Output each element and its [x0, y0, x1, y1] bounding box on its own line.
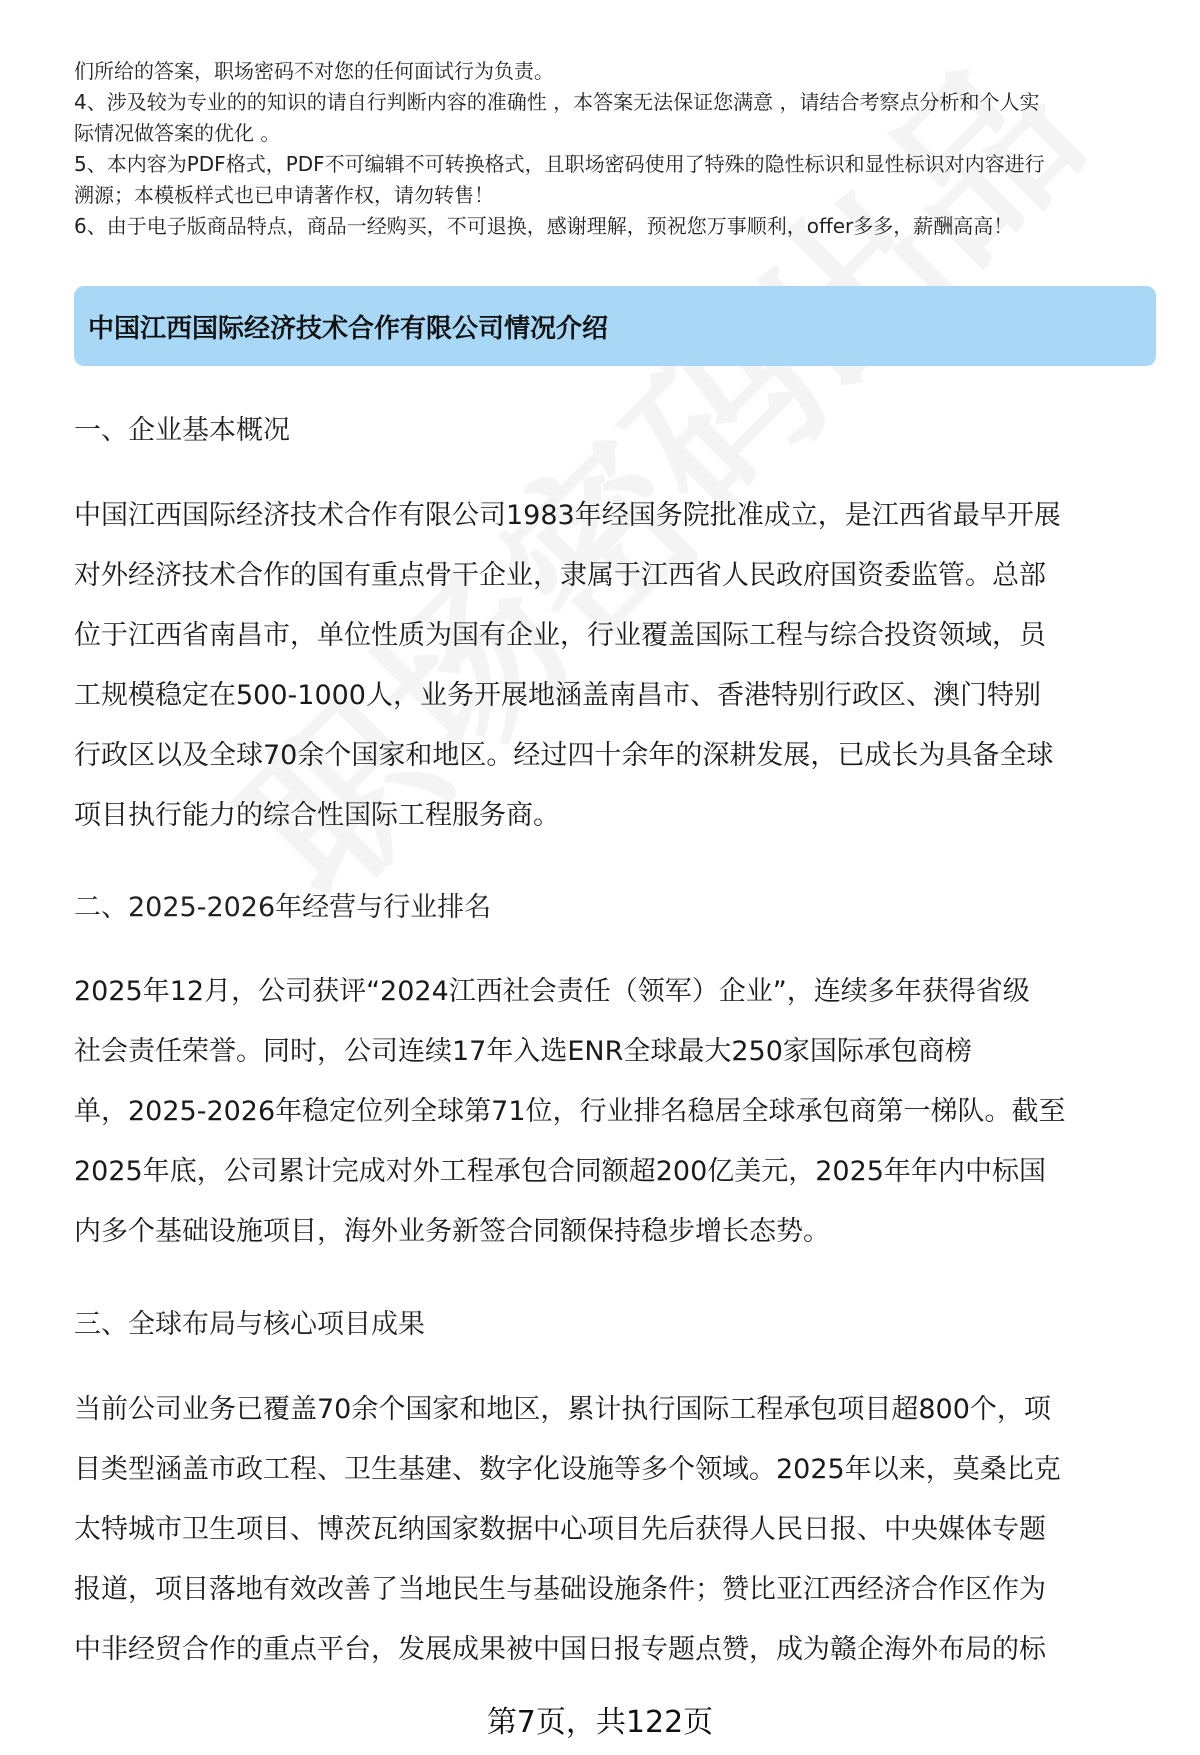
paragraph-line: 项目执行能力的综合性国际工程服务商。	[74, 800, 560, 831]
section-paragraph-ranking	[74, 962, 1164, 1262]
note-line: 际情况做答案的优化 。	[74, 121, 281, 145]
notes-block	[74, 56, 1164, 242]
paragraph-line: 位于江西省南昌市，单位性质为国有企业，行业覆盖国际工程与综合投资领域，员	[74, 620, 1046, 651]
section-paragraph-overview	[74, 486, 1164, 846]
note-line: 4、涉及较为专业的的知识的请自行判断内容的准确性 ，本答案无法保证您满意 ，请结合考察点分析和个人实	[74, 90, 1040, 114]
paragraph-line: 中国江西国际经济技术合作有限公司1983年经国务院批准成立，是江西省最早开展	[74, 500, 1061, 531]
paragraph-line: 内多个基础设施项目，海外业务新签合同额保持稳步增长态势。	[74, 1216, 830, 1247]
paragraph-line: 2025年12月，公司获评“2024江西社会责任（领军）企业”，连续多年获得省级	[74, 976, 1030, 1007]
section-heading-overview: 一、企业基本概况	[74, 415, 290, 446]
paragraph-line: 太特城市卫生项目、博茨瓦纳国家数据中心项目先后获得人民日报、中央媒体专题	[74, 1514, 1046, 1545]
paragraph-line: 社会责任荣誉。同时，公司连续17年入选ENR全球最大250家国际承包商榜	[74, 1036, 972, 1067]
paragraph-line: 2025年底，公司累计完成对外工程承包合同额超200亿美元，2025年年内中标国	[74, 1156, 1046, 1187]
paragraph-line: 目类型涵盖市政工程、卫生基建、数字化设施等多个领域。2025年以来，莫桑比克	[74, 1454, 1061, 1485]
paragraph-line: 报道，项目落地有效改善了当地民生与基础设施条件；赞比亚江西经济合作区作为	[74, 1574, 1046, 1605]
page-number: 第7页，共122页	[486, 1705, 714, 1740]
paragraph-line: 工规模稳定在500-1000人，业务开展地涵盖南昌市、香港特别行政区、澳门特别	[74, 680, 1041, 711]
section-heading-global: 三、全球布局与核心项目成果	[74, 1309, 425, 1340]
note-line: 们所给的答案，职场密码不对您的任何面试行为负责。	[74, 59, 554, 83]
note-line: 溯源；本模板样式也已申请著作权，请勿转售！	[74, 183, 494, 207]
title-banner	[74, 286, 1156, 366]
paragraph-line: 中非经贸合作的重点平台，发展成果被中国日报专题点赞，成为赣企海外布局的标	[74, 1634, 1046, 1665]
paragraph-line: 对外经济技术合作的国有重点骨干企业，隶属于江西省人民政府国资委监管。总部	[74, 560, 1046, 591]
note-line: 5、本内容为PDF格式，PDF不可编辑不可转换格式，且职场密码使用了特殊的隐性标识和显性标识对内容进行	[74, 152, 1045, 176]
paragraph-line: 当前公司业务已覆盖70余个国家和地区，累计执行国际工程承包项目超800个，项	[74, 1394, 1051, 1425]
paragraph-line: 行政区以及全球70余个国家和地区。经过四十余年的深耕发展，已成长为具备全球	[74, 740, 1054, 771]
section-heading-ranking: 二、2025-2026年经营与行业排名	[74, 892, 492, 923]
banner-title: 中国江西国际经济技术合作有限公司情况介绍	[88, 313, 609, 344]
note-line: 6、由于电子版商品特点，商品一经购买，不可退换，感谢理解，预祝您万事顺利，offer多多，薪酬高高！	[74, 214, 1014, 238]
section-paragraph-global	[74, 1380, 1164, 1680]
paragraph-line: 单，2025-2026年稳定位列全球第71位，行业排名稳居全球承包商第一梯队。截至	[74, 1096, 1066, 1127]
